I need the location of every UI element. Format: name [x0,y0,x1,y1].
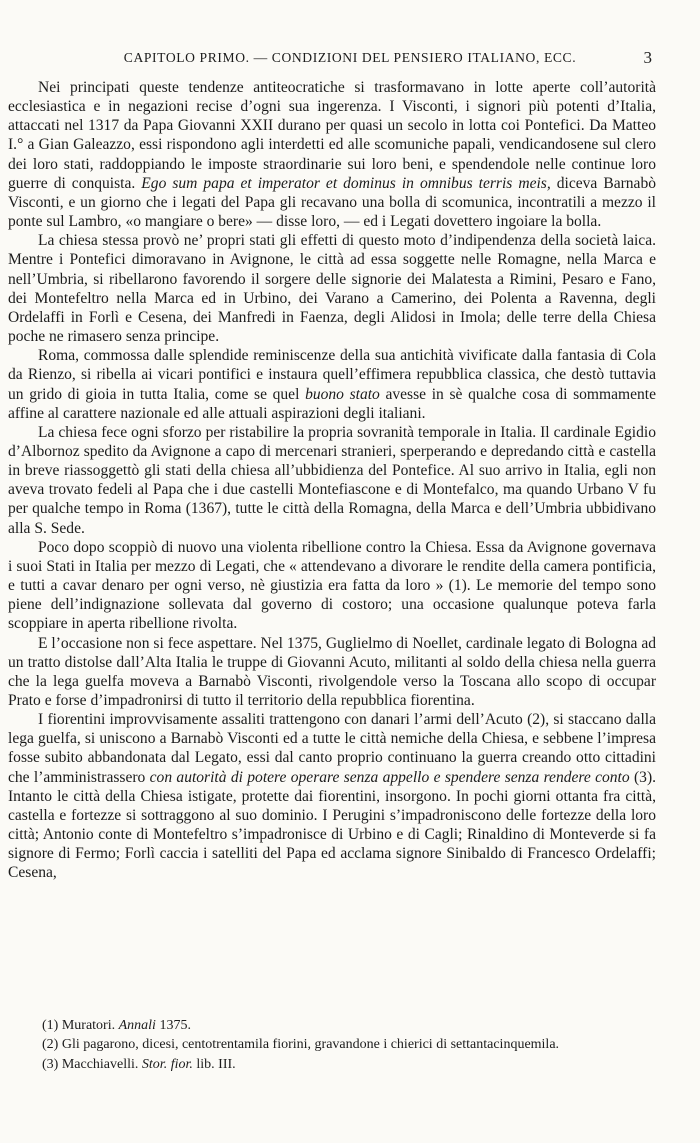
paragraph-text: I fiorentini improvvisamente assaliti trattengono con danari l’armi dell’Acuto [38,711,528,729]
footnote-mark: (3) [42,1056,59,1072]
paragraph-text: Nei principati queste tendenze antiteocratiche si trasformavano in lotte aperte coll’autorità ecclesiastica e in negazioni recise d’ogni sua ingerenza. I Visconti, i signori più potenti d’Italia, attaccati nel 1317 da Papa Giovanni XXII durano per quasi un secolo in lotta coi Pontefici. Da Matteo I.° a Gian Galeazzo, essi rispondono agli interdetti ed alle scomuniche papali, vendicandosene sul clero dei loro stati, raddoppiando le imposte straordinarie sui loro beni, e spendendole nelle continue loro guerre di conquista. [8,79,656,192]
footnote-reference: (3). [629,768,657,786]
italic-phrase: buono stato [305,385,380,403]
footnote-text: 1375. [155,1018,191,1033]
running-head: CAPITOLO PRIMO. — CONDIZIONI DEL PENSIERO ITALIANO, ECC. [123,50,577,65]
paragraph-text: Intanto le città della Chiesa istigate, protette dai fiorentini, insorgono. In pochi giorni ottanta fra città, castella e fortezze si sottraggono al suo dominio. I Perugini s’impadroniscono delle fortezze della loro città; Antonio conte di Montefeltro s’impadronisce di Urbino e di Cagli; Rinaldino di Monteverde si fa signore di Fermo; Forlì caccia i satelliti del Papa ed acclama signore Sinibaldo di Francesco Ordelaffi; Cesena, [8,787,656,882]
footnote-mark: (1) [42,1018,59,1033]
paragraph-text: Poco dopo scoppiò di nuovo una violenta ribellione contro la Chiesa. Essa da Avignone governava i suoi Stati in Italia per mezzo di Legati, che « attendevano a divorare le rendite della camera pontificia, e tutti a cavar denaro per ogni verso, nè giustizia era fatta da loro » [8,538,656,595]
footnote-text: lib. III. [192,1056,236,1072]
paragraph: La chiesa fece ogni sforzo per ristabilire la propria sovranità temporale in Italia. Il cardinale Egidio d’Albornoz spedito da Avignone a capo di mercenari stranieri, sperperando e depredando città e castella in breve riassoggettò gli stati della chiesa all’ubbidienza del Pontefice. Al suo arrivo in Italia, egli non aveva trovato fedeli al Papa che i due castelli Montefiascone e di Montefalco, ma quando Urbano V fu per qualche tempo in Roma (1367), tutte le città della Romagna, della Marca e dell’Umbria ubbidivano alla S. Sede. [8,423,656,537]
footnote-text: Muratori. [58,1018,119,1033]
footnotes [8,1016,656,1074]
footnote [8,1055,656,1074]
footnote-title: Annali [118,1018,156,1033]
page-header [0,50,700,72]
paragraph-text: Le memorie del tempo sono piene dell’indignazione sollevata dal governo di costoro; una occasione qualunque poteva farla scoppiare in aperta ribellione rivolta. [8,577,657,633]
paragraph-text: avesse in sè qualche cosa di sommamente affine al carattere nazionale ed alle attuali aspirazioni degli italiani. [8,385,657,422]
italic-quote: con autorità di potere operare senza appello e spendere senza rendere conto [149,768,630,786]
body-text [8,78,656,883]
paragraph [8,346,656,423]
paragraph-text: Roma, commossa dalle splendide reminiscenze della sua antichità vivificate dalla fantasia di Cola da Rienzo, si ribella ai vicari pontifici e instaura quell’effimera repubblica classica, che destò tuttavia un grido di gioia in tutta Italia, come se quel [8,347,656,403]
footnote-mark: (2) [42,1037,59,1053]
footnote [8,1035,656,1054]
page-number: 3 [643,48,652,67]
paragraph-text: diceva Barnabò Visconti, e un giorno che i legati del Papa gli recavano una bolla di scomunica, incontratili a mezzo il ponte sul Lambro, «o mangiare o bere» — disse loro, — ed i Legati dovettero ingoiare la bolla. [8,174,657,231]
paragraph [8,538,656,634]
footnote-text: Gli pagarono, dicesi, centotrentamila fiorini, gravandone i chierici di settantacinquemila. [58,1037,560,1053]
footnote [8,1016,656,1035]
paragraph [8,78,656,231]
footnote-title: Stor. fior. [141,1056,193,1072]
paragraph: E l’occasione non si fece aspettare. Nel 1375, Guglielmo di Noellet, cardinale legato di Bologna ad un tratto distolse dall’Alta Italia le truppe di Giovanni Acuto, militanti al soldo della chiesa nella guerra che la lega guelfa moveva a Barnabò Visconti, rivolgendole verso la Toscana allo scopo di occupar Prato e forse d’impadronirsi di tutto il territorio della repubblica fiorentina. [8,634,656,709]
latin-quote: Ego sum papa et imperator et dominus in omnibus terris meis, [141,174,551,192]
footnote-reference: (1). [448,577,471,595]
paragraph [8,710,656,882]
paragraph: La chiesa stessa provò ne’ propri stati gli effetti di questo moto d’indipendenza della società laica. Mentre i Pontefici dimoravano in Avignone, le città ad essa soggette nelle Romagne, nella Marca e nell’Umbria, si ribellarono favorendo il sorgere delle signorie dei Malatesta a Rimini, Pesaro e Fano, dei Montefeltro nella Marca ed in Urbino, dei Varano a Camerino, dei Polenta a Ravenna, degli Ordelaffi in Forlì e Cesena, dei Manfredi in Faenza, degli Alidosi in Imola; delle terre della Chiesa poche ne rimasero senza principe. [8,232,656,346]
footnote-reference: (2), [527,711,550,729]
footnote-text: Macchiavelli. [58,1056,142,1072]
paragraph-text: si staccano dalla lega guelfa, si uniscono a Barnabò Visconti ed a tutte le città nemiche della Chiesa, e sebbene l’impresa fosse subito abbandonata dal Legato, essi dal canto proprio continuano la guerra creando otto cittadini che l’amministrassero [8,711,656,786]
